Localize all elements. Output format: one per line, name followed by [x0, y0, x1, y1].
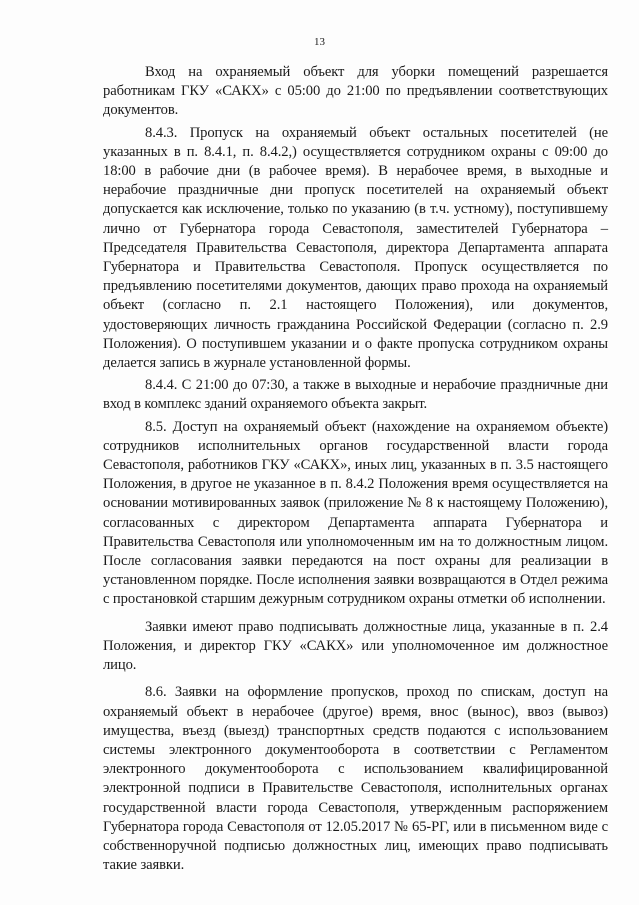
paragraph-8-6: 8.6. Заявки на оформление пропусков, проход по спискам, доступ на охраняемый объект в нерабочее (другое) время, внос (вынос), ввоз (вывоз) имущества, въезд (выезд) транспортных средств подаются с использованием системы электронного документооборота в соответствии с Регламентом электронного документооборота с использованием квалифицированной электронной подписи в Правительстве Севастополя, исполнительных органах государственной власти города Севастополя, утвержденным распоряжением Губернатора города Севастополя от 12.05.2017 № 65-РГ, или в письменном виде с собственноручной подписью должностных лиц, имеющих право подписывать такие заявки. — [103, 684, 608, 874]
paragraph-8-4-3: 8.4.3. Пропуск на охраняемый объект остальных посетителей (не указанных в п. 8.4.1, п. 8.4.2,) осуществляется сотрудником охраны с 09:00 до 18:00 в рабочие дни (в рабочее время). В нерабочее время, в выходные и нерабочие праздничные дни пропуск посетителей на охраняемый объект допускается как исключение, только по указанию (в т.ч. устному), поступившему лично от Губернатора города Севастополя, заместителей Губернатора – Председателя Правительства Севастополя, директора Департамента аппарата Губернатора и Правительства Севастополя. Пропуск осуществляется по предъявлению посетителями документов, дающих право прохода на охраняемый объект (согласно п. 2.1 настоящего Положения), или документов, удостоверяющих личность гражданина Российской Федерации (согласно п. 2.9 Положения). О поступившем указании и о факте пропуска сотрудником охраны делается запись в журнале установленной формы. — [103, 124, 608, 372]
paragraph-cleaning-access: Вход на охраняемый объект для уборки помещений разрешается работникам ГКУ «САКХ» с 05:00 до 21:00 по предъявлении соответствующих документов. — [103, 64, 608, 119]
page-number: 13 — [314, 36, 325, 48]
paragraph-8-4-4: 8.4.4. С 21:00 до 07:30, а также в выходные и нерабочие праздничные дни вход в комплекс зданий охраняемого объекта закрыт. — [103, 377, 608, 413]
document-body — [103, 63, 608, 878]
paragraph-signatories: Заявки имеют право подписывать должностные лица, указанные в п. 2.4 Положения, и директор ГКУ «САКХ» или уполномоченное им должностное лицо. — [103, 618, 608, 674]
paragraph-8-5: 8.5. Доступ на охраняемый объект (нахождение на охраняемом объекте) сотрудников исполнительных органов государственной власти города Севастополя, работников ГКУ «САКХ», иных лиц, указанных в п. 3.5 настоящего Положения, в другое не указанное в п. 8.4.2 Положения время осуществляется на основании мотивированных заявок (приложение № 8 к настоящему Положению), согласованных с директором Департамента аппарата Губернатора и Правительства Севастополя или уполномоченным им на то должностным лицом. После согласования заявки передаются на пост охраны для реализации в установленном порядке. После исполнения заявки возвращаются в Отдел режима с простановкой старшим дежурным сотрудником охраны отметки об исполнении. — [103, 418, 608, 608]
